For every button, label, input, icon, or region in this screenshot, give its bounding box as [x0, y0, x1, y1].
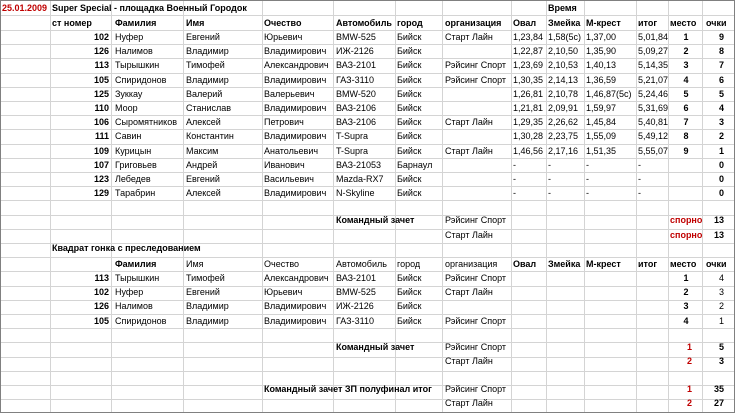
car-cell[interactable]: T-Supra — [336, 146, 369, 156]
place-cell[interactable] — [676, 173, 696, 186]
first-name-cell[interactable]: Евгений — [186, 287, 220, 297]
points-cell[interactable]: 1 — [718, 146, 724, 156]
patronymic-cell[interactable]: Иванович — [264, 160, 305, 170]
header-org[interactable]: организация — [445, 259, 498, 269]
total-time-cell[interactable]: - — [638, 188, 641, 198]
points-cell[interactable]: 5 — [718, 89, 724, 99]
header-car[interactable]: Автомобиль — [336, 259, 387, 269]
team-name[interactable]: Старт Лайн — [445, 230, 493, 240]
last-name-cell[interactable]: Тырышкин — [115, 273, 160, 283]
points-cell[interactable]: 2 — [718, 301, 724, 311]
mcross-time-cell[interactable]: 1,37,00 — [586, 32, 617, 42]
points-cell[interactable]: 0 — [718, 174, 724, 184]
car-cell[interactable]: ВАЗ-2106 — [336, 103, 377, 113]
header-patronymic[interactable]: Очество — [264, 18, 302, 28]
start-number-cell[interactable]: 113 — [94, 60, 109, 70]
car-cell[interactable]: N-Skyline — [336, 188, 375, 198]
last-name-cell[interactable]: Нуфер — [115, 287, 144, 297]
grid-row-line — [0, 200, 735, 201]
mcross-time-cell[interactable]: 1,35,90 — [586, 46, 617, 56]
place-cell[interactable]: 4 — [683, 316, 689, 326]
snake-time-cell[interactable]: - — [548, 188, 551, 198]
total-time-cell[interactable]: 5,21,07 — [638, 75, 669, 85]
last-name-cell[interactable]: Григовьев — [115, 160, 157, 170]
team-standings-label[interactable]: Командный зачет — [336, 342, 415, 352]
oval-time-cell[interactable]: 1,29,35 — [513, 117, 544, 127]
start-number-cell[interactable]: 126 — [93, 46, 109, 56]
patronymic-cell[interactable]: Петрович — [264, 117, 304, 127]
points-cell[interactable]: 6 — [718, 75, 724, 85]
snake-time-cell[interactable]: - — [548, 174, 551, 184]
grid-column-line — [262, 0, 263, 413]
oval-time-cell[interactable]: - — [513, 160, 516, 170]
oval-time-cell[interactable]: - — [513, 188, 516, 198]
last-name-cell[interactable]: Зуккау — [115, 89, 143, 99]
city-cell[interactable]: Бийск — [397, 60, 422, 70]
points-cell[interactable]: 4 — [718, 103, 724, 113]
city-cell[interactable]: Бийск — [397, 32, 422, 42]
header-first-name[interactable]: Имя — [186, 18, 205, 28]
patronymic-cell[interactable]: Александрович — [264, 60, 329, 70]
city-cell[interactable]: Бийск — [397, 75, 422, 85]
mcross-time-cell[interactable]: - — [586, 188, 589, 198]
patronymic-cell[interactable]: Юрьевич — [264, 32, 303, 42]
start-number-cell[interactable]: 102 — [93, 287, 109, 297]
place-cell[interactable] — [676, 187, 696, 200]
grid-column-line — [584, 0, 585, 413]
mcross-time-cell[interactable]: - — [586, 160, 589, 170]
car-cell[interactable]: ВАЗ-2101 — [336, 273, 377, 283]
city-cell[interactable]: Бийск — [397, 287, 422, 297]
snake-time-cell[interactable]: 2,17,16 — [548, 146, 579, 156]
car-cell[interactable]: ВАЗ-2106 — [336, 117, 377, 127]
start-number-cell[interactable]: 105 — [93, 316, 109, 326]
last-name-cell[interactable]: Моор — [115, 103, 138, 113]
points-cell[interactable]: 3 — [718, 287, 724, 297]
first-name-cell[interactable]: Владимир — [186, 75, 229, 85]
snake-time-cell[interactable]: - — [548, 160, 551, 170]
points-cell[interactable]: 4 — [718, 273, 724, 283]
city-cell[interactable]: Бийск — [397, 117, 422, 127]
header-total[interactable]: итог — [638, 18, 658, 28]
place-cell[interactable]: 2 — [683, 46, 689, 56]
team-name[interactable]: Старт Лайн — [445, 398, 493, 408]
oval-time-cell[interactable]: 1,26,81 — [513, 89, 544, 99]
start-number-cell[interactable]: 105 — [93, 75, 109, 85]
city-cell[interactable]: Бийск — [397, 103, 422, 113]
total-time-cell[interactable]: - — [638, 174, 641, 184]
team-status[interactable]: спорно — [670, 230, 703, 240]
place-cell[interactable]: 8 — [683, 131, 689, 141]
team-points[interactable]: 35 — [713, 384, 724, 394]
org-cell[interactable]: Рэйсинг Спорт — [445, 273, 507, 283]
team-points[interactable]: 13 — [713, 215, 724, 225]
header-snake[interactable]: Змейка — [548, 18, 581, 28]
total-time-cell[interactable]: 5,01,84 — [638, 32, 669, 42]
points-cell[interactable]: 8 — [718, 46, 724, 56]
header-last-name[interactable]: Фамилия — [115, 259, 157, 269]
oval-time-cell[interactable]: 1,46,56 — [513, 146, 544, 156]
first-name-cell[interactable]: Алексей — [186, 117, 221, 127]
mcross-time-cell[interactable]: 1,40,13 — [586, 60, 617, 70]
city-cell[interactable]: Бийск — [397, 316, 422, 326]
section2-title[interactable]: Квадрат гонка с преследованием — [52, 243, 201, 253]
header-city[interactable]: город — [397, 18, 423, 28]
last-name-cell[interactable]: Тарабрин — [115, 188, 156, 198]
car-cell[interactable]: ГАЗ-3110 — [336, 75, 374, 85]
start-number-cell[interactable]: 109 — [93, 146, 109, 156]
snake-time-cell[interactable]: 2,26,62 — [548, 117, 579, 127]
team-place[interactable]: 1 — [686, 342, 692, 352]
time-group-header[interactable]: Время — [548, 3, 577, 13]
org-cell[interactable]: Рэйсинг Спорт — [445, 316, 507, 326]
grid-row-line — [0, 15, 735, 16]
team-name[interactable]: Старт Лайн — [445, 356, 493, 366]
grid-row-line — [0, 229, 735, 230]
place-cell[interactable]: 6 — [683, 103, 689, 113]
car-cell[interactable]: Mazda-RX7 — [336, 174, 384, 184]
team-points[interactable]: 3 — [718, 356, 724, 366]
start-number-cell[interactable]: 113 — [94, 273, 109, 283]
snake-time-cell[interactable]: 1,58(5с) — [548, 32, 582, 42]
semifinal-standings-label[interactable]: Командный зачет ЗП полуфинал итог — [264, 384, 432, 394]
place-cell[interactable]: 3 — [683, 60, 689, 70]
patronymic-cell[interactable]: Васильевич — [264, 174, 314, 184]
team-status[interactable]: спорно — [670, 215, 703, 225]
points-cell[interactable]: 9 — [718, 32, 724, 42]
last-name-cell[interactable]: Савин — [115, 131, 142, 141]
total-time-cell[interactable]: 5,49,12 — [638, 131, 669, 141]
team-name[interactable]: Рэйсинг Спорт — [445, 342, 507, 352]
car-cell[interactable]: T-Supra — [336, 131, 369, 141]
grid-row-line — [0, 399, 735, 400]
mcross-time-cell[interactable]: 1,55,09 — [586, 131, 617, 141]
start-number-cell[interactable]: 110 — [94, 103, 109, 113]
first-name-cell[interactable]: Константин — [186, 131, 234, 141]
org-cell[interactable]: Старт Лайн — [445, 146, 493, 156]
team-points[interactable]: 5 — [718, 342, 724, 352]
snake-time-cell[interactable]: 2,09,91 — [548, 103, 579, 113]
car-cell[interactable]: ГАЗ-3110 — [336, 316, 374, 326]
first-name-cell[interactable]: Станислав — [186, 103, 232, 113]
grid-column-line — [668, 0, 669, 413]
city-cell[interactable]: Бийск — [397, 89, 422, 99]
total-time-cell[interactable]: 5,31,69 — [638, 103, 669, 113]
team-place[interactable]: 2 — [686, 398, 692, 408]
oval-time-cell[interactable]: 1,30,28 — [513, 131, 544, 141]
total-time-cell[interactable]: 5,14,35 — [638, 60, 669, 70]
start-number-cell[interactable]: 102 — [93, 32, 109, 42]
place-cell[interactable]: 3 — [683, 301, 689, 311]
start-number-cell[interactable]: 129 — [93, 188, 109, 198]
header-mcross[interactable]: М-крест — [586, 18, 621, 28]
event-date[interactable]: 25.01.2009 — [2, 3, 48, 13]
car-cell[interactable]: ИЖ-2126 — [336, 301, 374, 311]
last-name-cell[interactable]: Сыромятников — [115, 117, 177, 127]
snake-time-cell[interactable]: 2,10,78 — [548, 89, 579, 99]
mcross-time-cell[interactable]: 1,51,35 — [586, 146, 617, 156]
total-time-cell[interactable]: 5,55,07 — [638, 146, 669, 156]
header-oval[interactable]: Овал — [513, 259, 537, 269]
last-name-cell[interactable]: Лебедев — [115, 174, 151, 184]
city-cell[interactable]: Бийск — [397, 174, 422, 184]
first-name-cell[interactable]: Владимир — [186, 301, 229, 311]
grid-column-line — [333, 0, 334, 413]
last-name-cell[interactable]: Налимов — [115, 46, 153, 56]
grid-row-line — [0, 357, 735, 358]
place-cell[interactable]: 4 — [683, 75, 689, 85]
start-number-cell[interactable]: 125 — [93, 89, 109, 99]
org-cell[interactable]: Рэйсинг Спорт — [445, 75, 507, 85]
grid-column-line — [511, 0, 512, 413]
last-name-cell[interactable]: Курицын — [115, 146, 152, 156]
points-cell[interactable]: 0 — [718, 188, 724, 198]
first-name-cell[interactable]: Максим — [186, 146, 219, 156]
grid-row-line — [0, 328, 735, 329]
patronymic-cell[interactable]: Александрович — [264, 273, 329, 283]
city-cell[interactable]: Бийск — [397, 146, 422, 156]
first-name-cell[interactable]: Тимофей — [186, 60, 225, 70]
mcross-time-cell[interactable]: - — [586, 174, 589, 184]
first-name-cell[interactable]: Владимир — [186, 46, 229, 56]
grid-column-line — [546, 0, 547, 413]
mcross-time-cell[interactable]: 1,46,87(5с) — [586, 89, 632, 99]
place-cell[interactable]: 5 — [683, 89, 689, 99]
car-cell[interactable]: BMW-520 — [336, 89, 376, 99]
header-org[interactable]: организация — [445, 18, 502, 28]
points-cell[interactable]: 7 — [718, 60, 724, 70]
mcross-time-cell[interactable]: 1,45,84 — [586, 117, 617, 127]
snake-time-cell[interactable]: 2,10,53 — [548, 60, 579, 70]
grid-column-line — [183, 0, 184, 413]
patronymic-cell[interactable]: Владимирович — [264, 316, 327, 326]
snake-time-cell[interactable]: 2,14,13 — [548, 75, 579, 85]
team-points[interactable]: 27 — [713, 398, 724, 408]
grid-column-line — [702, 0, 703, 413]
patronymic-cell[interactable]: Владимирович — [264, 75, 327, 85]
grid-column-line — [111, 0, 112, 413]
city-cell[interactable]: Бийск — [397, 131, 422, 141]
city-cell[interactable]: Бийск — [397, 273, 422, 283]
first-name-cell[interactable]: Тимофей — [186, 273, 225, 283]
points-cell[interactable]: 0 — [718, 160, 724, 170]
header-place[interactable]: место — [670, 18, 697, 28]
last-name-cell[interactable]: Спиридонов — [115, 316, 167, 326]
header-first-name[interactable]: Имя — [186, 259, 204, 269]
first-name-cell[interactable]: Алексей — [186, 188, 221, 198]
start-number-cell[interactable]: 123 — [93, 174, 109, 184]
header-oval[interactable]: Овал — [513, 18, 537, 28]
last-name-cell[interactable]: Нуфер — [115, 32, 144, 42]
car-cell[interactable]: BMW-525 — [336, 287, 376, 297]
place-cell[interactable]: 1 — [683, 273, 689, 283]
points-cell[interactable]: 3 — [718, 117, 724, 127]
place-cell[interactable]: 7 — [683, 117, 689, 127]
total-time-cell[interactable]: 5,24,46 — [638, 89, 669, 99]
city-cell[interactable]: Бийск — [397, 301, 422, 311]
team-place[interactable]: 2 — [686, 356, 692, 366]
patronymic-cell[interactable]: Владимирович — [264, 103, 327, 113]
oval-time-cell[interactable]: - — [513, 174, 516, 184]
first-name-cell[interactable]: Владимир — [186, 316, 229, 326]
header-mcross[interactable]: М-крест — [586, 259, 621, 269]
patronymic-cell[interactable]: Валерьевич — [264, 89, 315, 99]
place-cell[interactable]: 1 — [683, 32, 689, 42]
header-points[interactable]: очки — [706, 259, 727, 269]
header-last-name[interactable]: Фамилия — [115, 18, 157, 28]
oval-time-cell[interactable]: 1,30,35 — [513, 75, 544, 85]
first-name-cell[interactable]: Евгений — [186, 174, 220, 184]
oval-time-cell[interactable]: 1,22,87 — [513, 46, 544, 56]
start-number-cell[interactable]: 126 — [93, 301, 109, 311]
start-number-cell[interactable]: 106 — [93, 117, 109, 127]
start-number-cell[interactable]: 107 — [93, 160, 109, 170]
org-cell[interactable]: Рэйсинг Спорт — [445, 60, 507, 70]
city-cell[interactable]: Бийск — [397, 46, 422, 56]
header-total[interactable]: итог — [638, 259, 658, 269]
header-city[interactable]: город — [397, 259, 421, 269]
header-car[interactable]: Автомобиль — [336, 18, 392, 28]
org-cell[interactable]: Старт Лайн — [445, 117, 493, 127]
car-cell[interactable]: ВАЗ-2101 — [336, 60, 377, 70]
start-number-cell[interactable]: 111 — [94, 131, 109, 141]
header-points[interactable]: очки — [706, 18, 727, 28]
patronymic-cell[interactable]: Владимирович — [264, 46, 327, 56]
team-name[interactable]: Рэйсинг Спорт — [445, 384, 507, 394]
snake-time-cell[interactable]: 2,10,50 — [548, 46, 579, 56]
team-standings-label[interactable]: Командный зачет — [336, 215, 415, 225]
mcross-time-cell[interactable]: 1,59,97 — [586, 103, 617, 113]
last-name-cell[interactable]: Тырышкин — [115, 60, 160, 70]
patronymic-cell[interactable]: Юрьевич — [264, 287, 303, 297]
org-cell[interactable]: Старт Лайн — [445, 287, 493, 297]
patronymic-cell[interactable]: Владимирович — [264, 188, 327, 198]
first-name-cell[interactable]: Андрей — [186, 160, 218, 170]
grid-column-line — [442, 0, 443, 413]
snake-time-cell[interactable]: 2,23,75 — [548, 131, 579, 141]
last-name-cell[interactable]: Налимов — [115, 301, 153, 311]
oval-time-cell[interactable]: 1,21,81 — [513, 103, 544, 113]
place-cell[interactable] — [676, 159, 696, 172]
org-cell[interactable]: Старт Лайн — [445, 32, 493, 42]
city-cell[interactable]: Барнаул — [397, 160, 433, 170]
oval-time-cell[interactable]: 1,23,84 — [513, 32, 544, 42]
total-time-cell[interactable]: 5,09,27 — [638, 46, 669, 56]
oval-time-cell[interactable]: 1,23,69 — [513, 60, 544, 70]
event-title[interactable]: Super Special - площадка Военный Городок — [52, 3, 247, 13]
car-cell[interactable]: ВАЗ-21053 — [336, 160, 382, 170]
total-time-cell[interactable]: 5,40,81 — [638, 117, 669, 127]
header-start-no[interactable]: ст номер — [52, 18, 92, 28]
patronymic-cell[interactable]: Анатольевич — [264, 146, 319, 156]
car-cell[interactable]: ИЖ-2126 — [336, 46, 374, 56]
points-cell[interactable]: 1 — [718, 316, 724, 326]
patronymic-cell[interactable]: Владимирович — [264, 301, 327, 311]
patronymic-cell[interactable]: Владимирович — [264, 131, 327, 141]
mcross-time-cell[interactable]: 1,36,59 — [586, 75, 617, 85]
place-cell[interactable]: 2 — [683, 287, 689, 297]
city-cell[interactable]: Бийск — [397, 188, 422, 198]
first-name-cell[interactable]: Валерий — [186, 89, 223, 99]
first-name-cell[interactable]: Евгений — [186, 32, 220, 42]
team-points[interactable]: 13 — [713, 230, 724, 240]
place-cell[interactable]: 9 — [683, 146, 689, 156]
header-patronymic[interactable]: Очество — [264, 259, 300, 269]
grid-column-line — [50, 0, 51, 413]
header-snake[interactable]: Змейка — [548, 259, 581, 269]
grid-row-line — [0, 371, 735, 372]
total-time-cell[interactable]: - — [638, 160, 641, 170]
car-cell[interactable]: BMW-525 — [336, 32, 376, 42]
points-cell[interactable]: 2 — [718, 131, 724, 141]
team-name[interactable]: Рэйсинг Спорт — [445, 215, 507, 225]
last-name-cell[interactable]: Спиридонов — [115, 75, 167, 85]
header-place[interactable]: место — [670, 259, 697, 269]
grid-column-line — [636, 0, 637, 413]
team-place[interactable]: 1 — [686, 384, 692, 394]
